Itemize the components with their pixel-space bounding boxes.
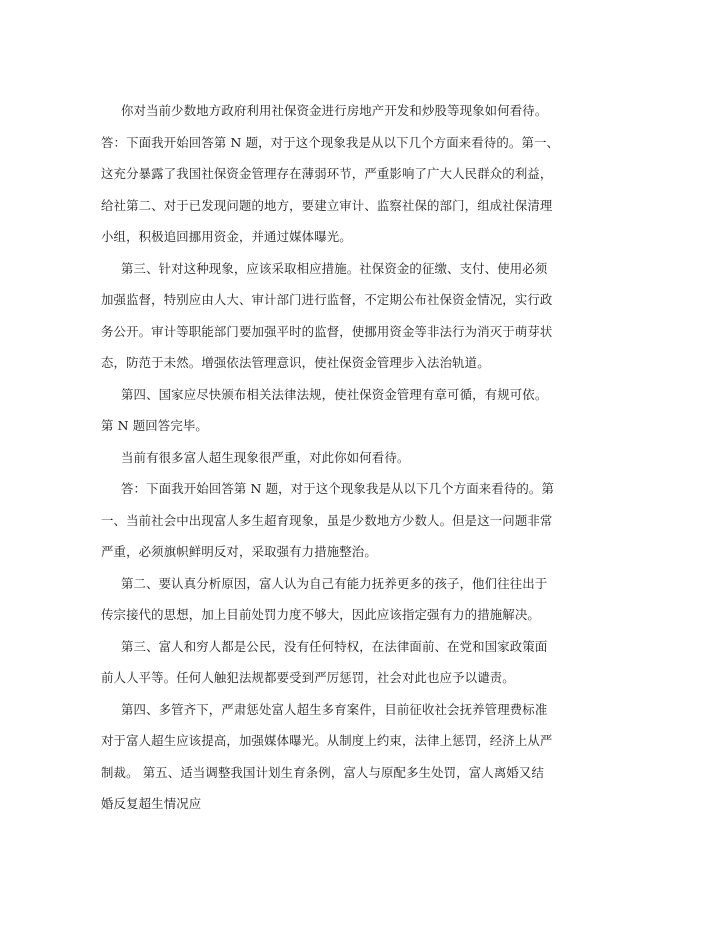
text-line: 第二、要认真分析原因，富人认为自己有能力抚养更多的孩子，他们往往出于	[121, 575, 548, 591]
text-line: 第四、多管齐下，严肃惩处富人超生多育案件，目前征收社会抚养管理费标准	[121, 701, 548, 717]
text-line: 对于富人超生应该提高，加强媒体曝光。从制度上约束，法律上惩罚，经济上从严	[101, 733, 553, 748]
document-body	[101, 95, 561, 820]
text-line: 加强监督，特别应由人大、审计部门进行监督，不定期公布社保资金情况，实行政	[101, 292, 553, 307]
text-line: 前人人平等。任何人触犯法规都要受到严厉惩罚，社会对此也应予以谴责。	[101, 670, 515, 685]
text-line: 传宗接代的思想，加上目前处罚力度不够大，因此应该指定强有力的措施解决。	[101, 607, 540, 622]
text-line: 第三、针对这种现象，应该采取相应措施。社保资金的征缴、支付、使用必须	[121, 260, 548, 276]
text-line: 第三、富人和穷人都是公民，没有任何特权，在法律面前、在党和国家政策面	[121, 638, 548, 654]
text-line: 当前有很多富人超生现象很严重，对此你如何看待。	[121, 449, 410, 465]
text-line: 你对当前少数地方政府利用社保资金进行房地产开发和炒股等现象如何看待。	[121, 103, 548, 118]
text-line: 答：下面我开始回答第 N 题，对于这个现象我是从以下几个方面来看待的。第一、	[101, 134, 560, 150]
text-line: 小组，积极追回挪用资金，并通过媒体曝光。	[101, 229, 352, 244]
text-line: 第 N 题回答完毕。	[101, 418, 208, 433]
text-line: 严重，必须旗帜鲜明反对，采取强有力措施整治。	[101, 544, 377, 559]
text-line: 婚反复超生情况应	[101, 796, 202, 811]
text-line: 制裁。 第五、适当调整我国计划生育条例，富人与原配多生处罚，富人离婚又结	[101, 764, 545, 780]
text-line: 给社第二、对于已发现问题的地方，要建立审计、监察社保的部门，组成社保清理	[101, 197, 553, 213]
text-line: 第四、国家应尽快颁布相关法律法规，使社保资金管理有章可循，有规可依。	[121, 386, 548, 402]
text-line: 答：下面我开始回答第 N 题，对于这个现象我是从以下几个方面来看待的。第	[121, 481, 555, 496]
text-line: 态，防范于未然。增强依法管理意识，使社保资金管理步入法治轨道。	[101, 355, 490, 370]
text-line: 这充分暴露了我国社保资金管理存在薄弱环节，严重影响了广大人民群众的利益，	[101, 166, 553, 181]
text-line: 务公开。审计等职能部门要加强平时的监督，使挪用资金等非法行为消灭于萌芽状	[101, 323, 553, 339]
text-line: 一、当前社会中出现富人多生超育现象，虽是少数地方少数人。但是这一问题非常	[101, 512, 553, 528]
